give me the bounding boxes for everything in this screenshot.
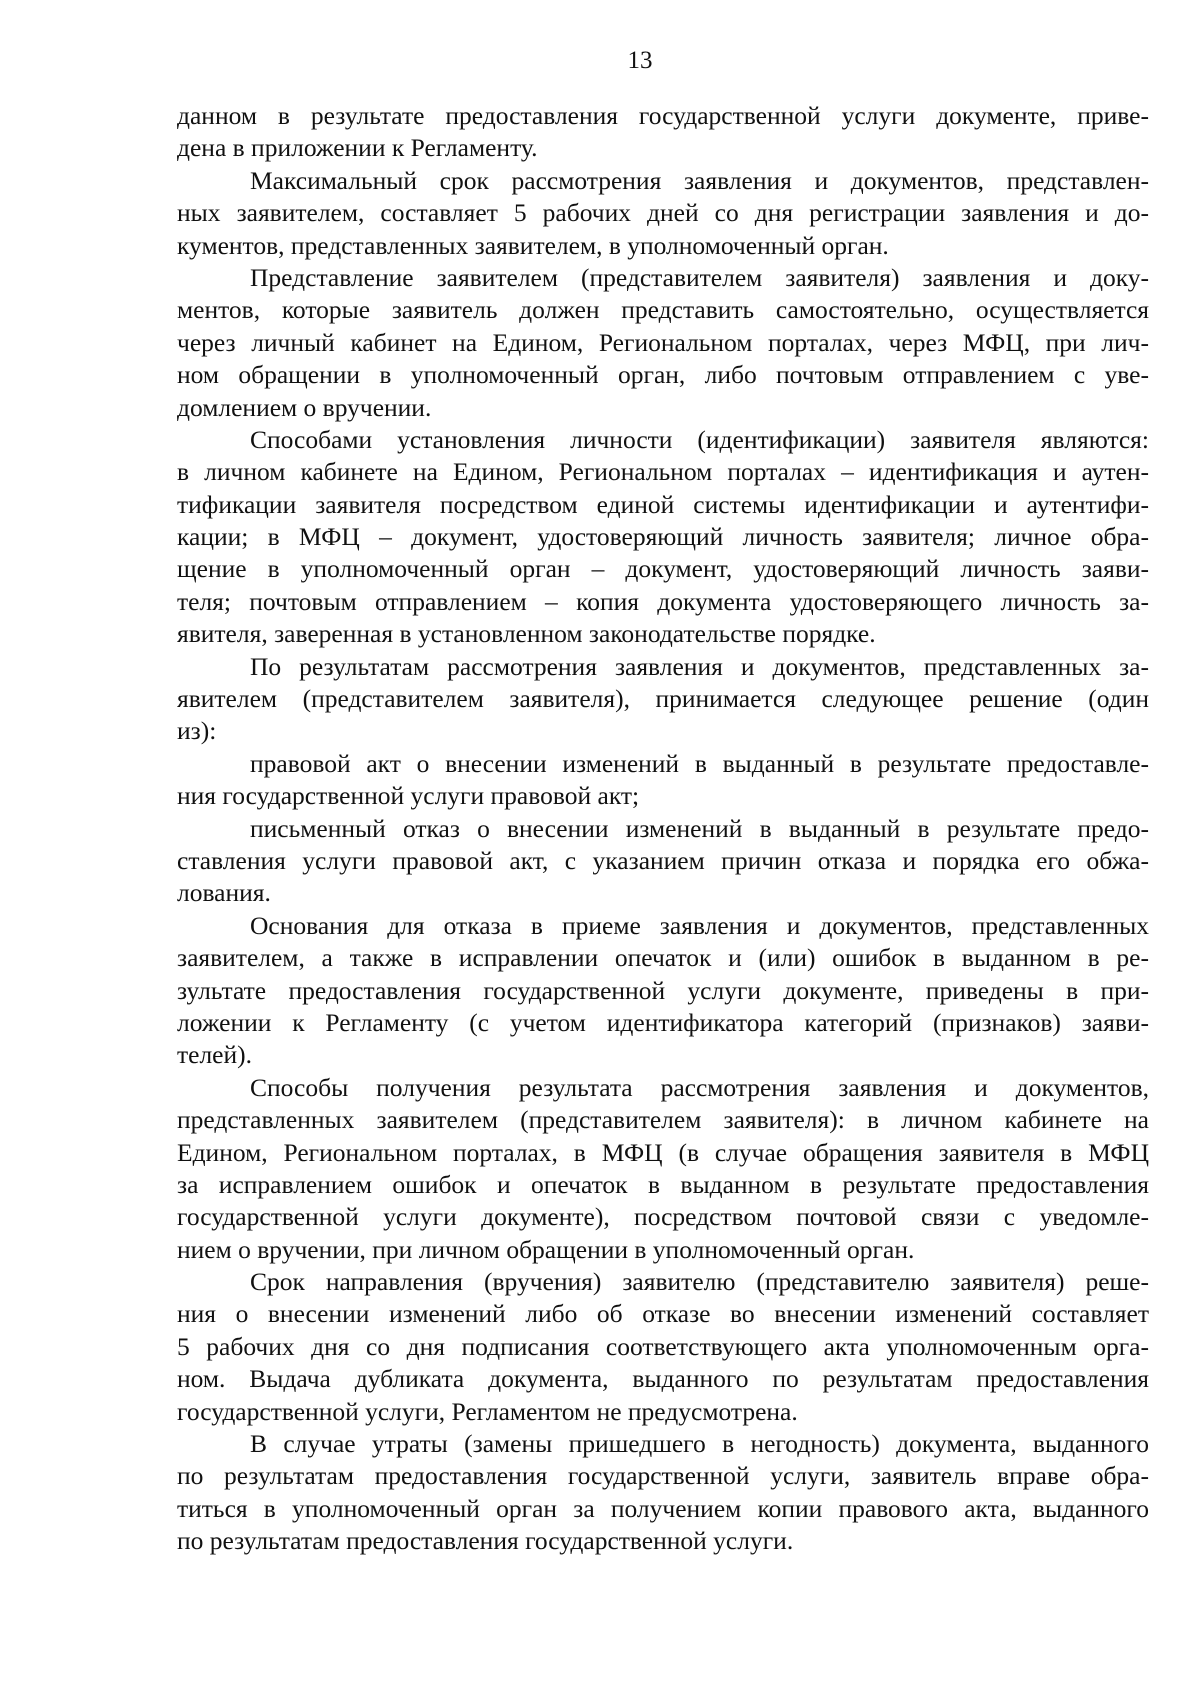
text-line: титься в уполномоченный орган за получением копии правового акта, выданного <box>177 1493 1149 1523</box>
text-line: заявителем, а также в исправлении опечаток и (или) ошибок в выданном в ре- <box>177 943 1149 973</box>
text-line: щение в уполномоченный орган – документ, удостоверяющий личность заяви- <box>177 554 1149 584</box>
page-number: 13 <box>627 47 653 74</box>
text-line: государственной услуги, Регламентом не предусмотрена. <box>177 1396 798 1426</box>
text-line: телей). <box>177 1040 253 1070</box>
text-line: Способы получения результата рассмотрения заявления и документов, <box>250 1072 1149 1102</box>
text-line: данном в результате предоставления государственной услуги документе, приве- <box>177 101 1149 130</box>
text-line: ставления услуги правовой акт, с указанием причин отказа и порядка его обжа- <box>177 845 1149 875</box>
text-line: явителем (представителем заявителя), принимается следующее решение (один <box>177 684 1149 714</box>
text-line: ния государственной услуги правовой акт; <box>177 781 640 811</box>
text-line: дена в приложении к Регламенту. <box>177 133 538 163</box>
text-line: Представление заявителем (представителем заявителя) заявления и доку- <box>250 262 1149 292</box>
text-line: явителя, заверенная в установленном законодательстве порядке. <box>177 619 876 649</box>
text-line: Максимальный срок рассмотрения заявления и документов, представлен- <box>250 165 1149 195</box>
text-line: лования. <box>177 878 271 908</box>
text-line: зультате предоставления государственной услуги документе, приведены в при- <box>177 975 1149 1005</box>
text-line: ния о внесении изменений либо об отказе во внесении изменений составляет <box>177 1299 1149 1329</box>
text-line: по результатам предоставления государственной услуги, заявитель вправе обра- <box>177 1461 1149 1491</box>
text-line: теля; почтовым отправлением – копия документа удостоверяющего личность за- <box>177 586 1149 616</box>
document-body <box>177 100 1149 1558</box>
text-line: 5 рабочих дня со дня подписания соответствующего акта уполномоченным орга- <box>177 1331 1149 1361</box>
text-line: Срок направления (вручения) заявителю (представителю заявителя) реше- <box>250 1267 1149 1297</box>
text-line: по результатам предоставления государственной услуги. <box>177 1526 794 1556</box>
text-line: ментов, которые заявитель должен представить самостоятельно, осуществляется <box>177 295 1149 325</box>
text-line: В случае утраты (замены пришедшего в негодность) документа, выданного <box>250 1429 1149 1459</box>
text-line: тификации заявителя посредством единой системы идентификации и аутентифи- <box>177 489 1149 519</box>
text-line: в личном кабинете на Едином, Региональном порталах – идентификация и аутен- <box>177 457 1149 487</box>
text-line: кации; в МФЦ – документ, удостоверяющий личность заявителя; личное обра- <box>177 522 1149 552</box>
text-line: ложении к Регламенту (с учетом идентификатора категорий (признаков) заяви- <box>177 1007 1149 1037</box>
text-line: Основания для отказа в приеме заявления и документов, представленных <box>250 910 1149 940</box>
text-line: представленных заявителем (представителем заявителя): в личном кабинете на <box>177 1105 1149 1135</box>
text-line: ных заявителем, составляет 5 рабочих дней со дня регистрации заявления и до- <box>177 198 1149 228</box>
text-line: Едином, Региональном порталах, в МФЦ (в случае обращения заявителя в МФЦ <box>177 1137 1149 1167</box>
text-line: ном. Выдача дубликата документа, выданного по результатам предоставления <box>177 1364 1149 1394</box>
text-line: государственной услуги документе), посредством почтовой связи с уведомле- <box>177 1202 1149 1232</box>
text-line: Способами установления личности (идентификации) заявителя являются: <box>250 424 1149 454</box>
text-line: из): <box>177 716 217 746</box>
text-line: через личный кабинет на Едином, Региональном порталах, через МФЦ, при лич- <box>177 327 1149 357</box>
text-line: ном обращении в уполномоченный орган, либо почтовым отправлением с уве- <box>177 360 1149 390</box>
text-line: письменный отказ о внесении изменений в выданный в результате предо- <box>250 813 1149 843</box>
text-line: правовой акт о внесении изменений в выданный в результате предоставле- <box>250 748 1149 778</box>
text-line: домлением о вручении. <box>177 392 432 422</box>
text-line: нием о вручении, при личном обращении в уполномоченный орган. <box>177 1234 915 1264</box>
text-line: По результатам рассмотрения заявления и документов, представленных за- <box>250 651 1149 681</box>
text-line: кументов, представленных заявителем, в уполномоченный орган. <box>177 230 889 260</box>
text-line: за исправлением ошибок и опечаток в выданном в результате предоставления <box>177 1169 1149 1199</box>
